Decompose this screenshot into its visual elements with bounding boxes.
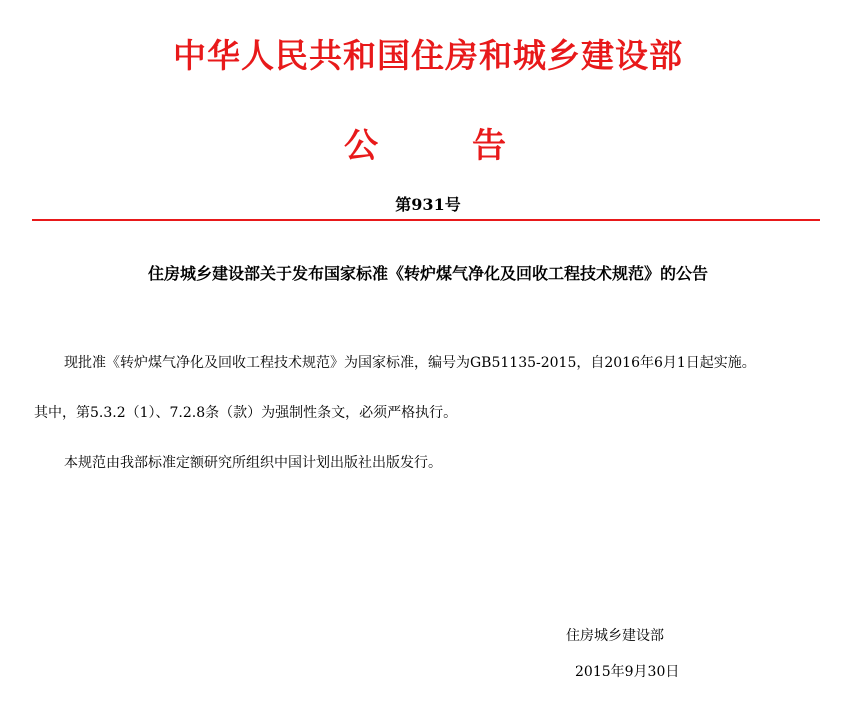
signature-date: 2015年9月30日 <box>575 664 680 680</box>
document-number: 第931号 <box>395 195 461 214</box>
notice-title: 住房城乡建设部关于发布国家标准《转炉煤气净化及回收工程技术规范》的公告 <box>147 264 708 283</box>
signature-issuer: 住房城乡建设部 <box>566 628 664 644</box>
body-paragraph-3: 本规范由我部标准定额研究所组织中国计划出版社出版发行。 <box>64 455 442 471</box>
body-paragraph-2: 其中，第5.3.2（1）、7.2.8条（款）为强制性条文，必须严格执行。 <box>34 405 458 421</box>
doc-type-char-1: 公 <box>344 126 378 166</box>
doc-type-char-2: 告 <box>472 126 506 166</box>
issuing-agency-title: 中华人民共和国住房和城乡建设部 <box>173 36 683 75</box>
body-paragraph-1: 现批准《转炉煤气净化及回收工程技术规范》为国家标准，编号为GB51135-2015，自2016年6月1日起实施。 <box>64 355 756 371</box>
red-divider-line <box>32 219 820 221</box>
